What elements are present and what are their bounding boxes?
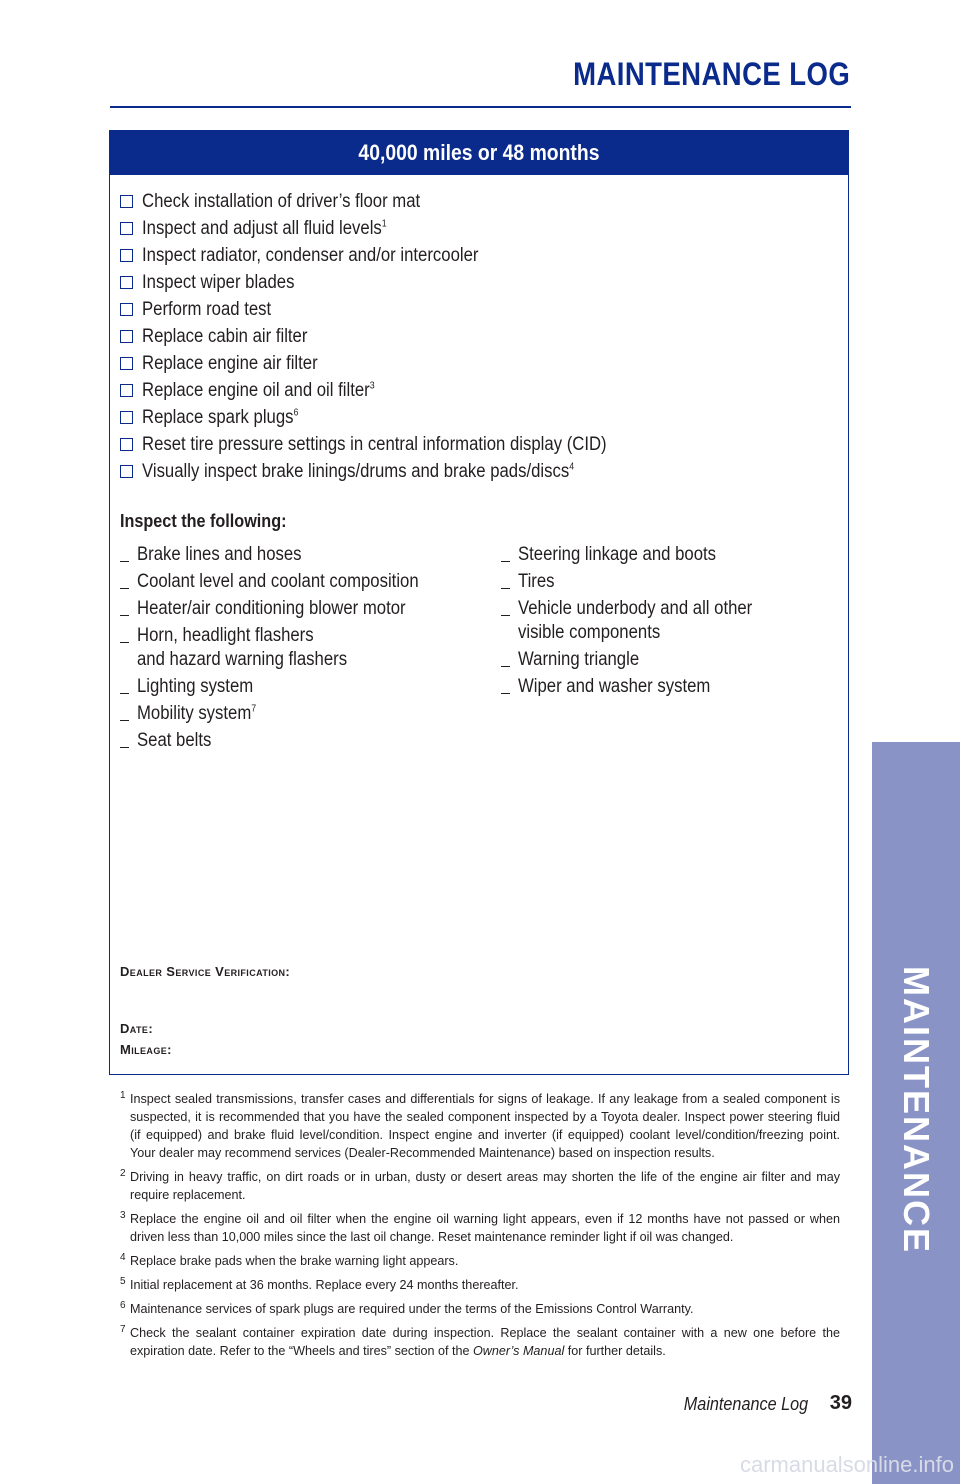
blank-line[interactable] (120, 570, 129, 589)
checklist-item[interactable]: Inspect radiator, condenser and/or intercooler (120, 242, 670, 269)
checkbox[interactable] (120, 384, 133, 397)
footnotes (120, 1090, 840, 1366)
blank-line[interactable] (501, 675, 510, 694)
inspect-item[interactable]: Mobility system$^7$ (120, 702, 457, 726)
dealer-verification-label: Dealer Service Verification: (120, 964, 291, 979)
inspect-item[interactable]: Seat belts (120, 729, 457, 753)
checkbox[interactable] (120, 330, 133, 343)
inspect-heading: Inspect the following: (120, 511, 287, 531)
inspect-item[interactable]: Coolant level and coolant composition (120, 570, 457, 594)
title-rule (110, 106, 851, 108)
inspect-item[interactable]: Brake lines and hoses (120, 543, 457, 567)
inspect-item[interactable]: Heater/air conditioning blower motor (120, 597, 457, 621)
blank-line[interactable] (120, 702, 129, 721)
watermark: carmanualsonline.info (739, 1452, 954, 1477)
checkbox[interactable] (120, 465, 133, 478)
checkbox[interactable] (120, 357, 133, 370)
blank-line[interactable] (120, 543, 129, 562)
inspect-item[interactable]: Wiper and washer system (501, 675, 784, 699)
checklist-item[interactable]: Visually inspect brake linings/drums and brake pads/discs$^4$ (120, 458, 670, 485)
footnote: 1 Inspect sealed transmissions, transfer cases and differentials for signs of leakage. If any leakage from a sealed component is suspected, it is recommended that you have the sealed component inspected by a Toyota dealer. Inspect power steering fluid (if equipped) and brake fluid level/condition. Inspect engine and inverter (if equipped) coolant level/condition/freezing point. Your dealer may recommend services (Dealer-Recommended Maintenance) based on inspection results. (120, 1090, 840, 1160)
checklist-item[interactable]: Replace engine air filter (120, 350, 670, 377)
inspect-item[interactable]: Steering linkage and boots (501, 543, 784, 567)
checkbox[interactable] (120, 195, 133, 208)
checkbox[interactable] (120, 411, 133, 424)
inspect-item[interactable]: Horn, headlight flashers and hazard warning flashers (120, 624, 457, 672)
checkbox[interactable] (120, 249, 133, 262)
checklist-item[interactable]: Perform road test (120, 296, 670, 323)
checklist-item[interactable]: Inspect wiper blades (120, 269, 670, 296)
blank-line[interactable] (120, 624, 129, 643)
maintenance-box (109, 130, 849, 1075)
inspect-item[interactable]: Lighting system (120, 675, 457, 699)
footnote: 3 Replace the engine oil and oil filter when the engine oil warning light appears, even if 12 months have not passed or when driven less than 10,000 miles since the last oil change. Reset maintenance reminder light if oil was changed. (120, 1210, 840, 1244)
checklist-item[interactable]: Replace cabin air filter (120, 323, 670, 350)
footer-section-name: Maintenance Log (683, 1394, 808, 1414)
inspect-item[interactable]: Tires (501, 570, 784, 594)
checklist-item[interactable]: Replace spark plugs$^6$ (120, 404, 670, 431)
blank-line[interactable] (120, 675, 129, 694)
page-title: MAINTENANCE LOG (572, 56, 850, 92)
checkbox[interactable] (120, 222, 133, 235)
blank-line[interactable] (501, 648, 510, 667)
footnote: 5 Initial replacement at 36 months. Replace every 24 months thereafter. (120, 1276, 519, 1292)
checkbox[interactable] (120, 438, 133, 451)
inspect-item[interactable]: Warning triangle (501, 648, 784, 672)
inspect-list-right (501, 543, 784, 702)
checklist-item[interactable]: Reset tire pressure settings in central information display (CID) (120, 431, 670, 458)
blank-line[interactable] (501, 543, 510, 562)
blank-line[interactable] (120, 729, 129, 748)
blank-line[interactable] (501, 597, 510, 616)
inspect-list-left (120, 543, 457, 756)
checkbox[interactable] (120, 303, 133, 316)
checkbox[interactable] (120, 276, 133, 289)
mileage-label: Mileage: (120, 1042, 172, 1057)
page-number: 39 (829, 1392, 852, 1414)
footnote: 7 Check the sealant container expiration date during inspection. Replace the sealant container with a new one before the expiration date. Refer to the “Wheels and tires” section of the Owner’s Manual for further details. (120, 1324, 840, 1358)
footnote: 2 Driving in heavy traffic, on dirt roads or in urban, dusty or desert areas may shorten the life of the engine air filter and may require replacement. (120, 1168, 840, 1202)
service-checklist (120, 188, 670, 485)
checklist-item[interactable]: Replace engine oil and oil filter$^3$ (120, 377, 670, 404)
blank-line[interactable] (501, 570, 510, 589)
blank-line[interactable] (120, 597, 129, 616)
checklist-item[interactable]: Inspect and adjust all fluid levels$^1$ (120, 215, 670, 242)
footnote: 4 Replace brake pads when the brake warning light appears. (120, 1252, 459, 1268)
interval-header: 40,000 miles or 48 months (110, 131, 848, 175)
inspect-item[interactable]: Vehicle underbody and all other visible components (501, 597, 784, 645)
checklist-item[interactable]: Check installation of driver’s floor mat (120, 188, 670, 215)
date-label: Date: (120, 1021, 154, 1036)
footnote: 6 Maintenance services of spark plugs are required under the terms of the Emissions Control Warranty. (120, 1300, 694, 1316)
